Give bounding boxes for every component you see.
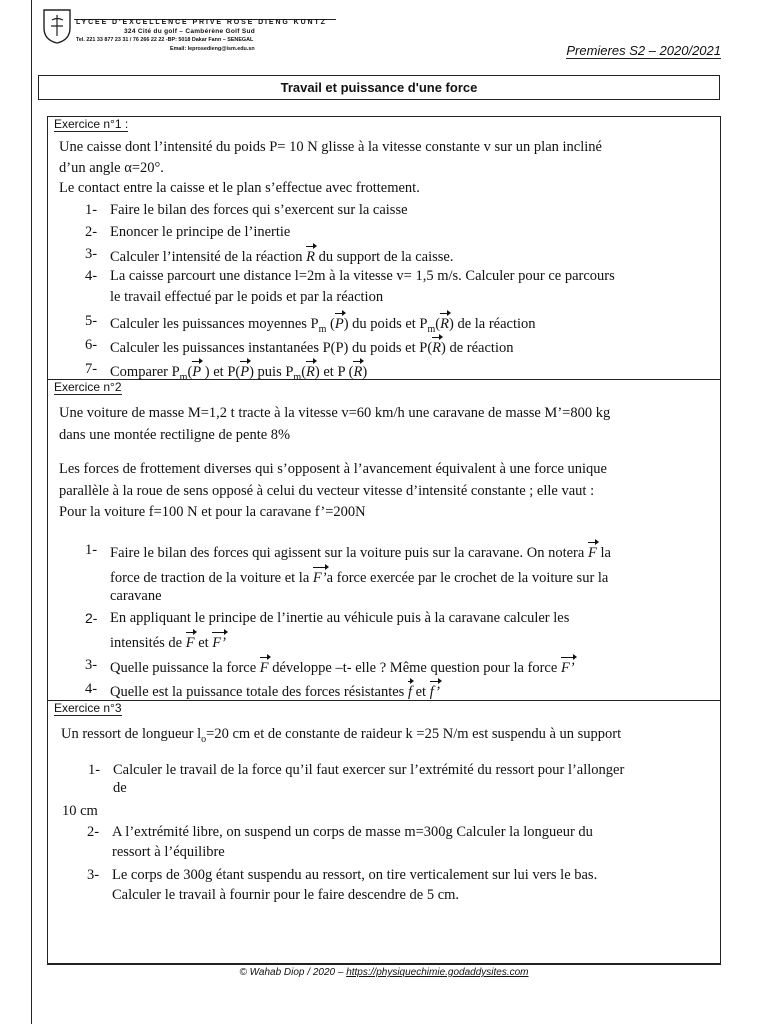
school-phone: Tel. 221 33 877 23 31 / 76 266 22 22 -BP: 5018 Dakar Fann – SENEGAL [76, 37, 254, 43]
ex1-q2: Enoncer le principe de l’inertie [110, 224, 291, 240]
left-margin-line [31, 0, 32, 1024]
page-title: Travail et puissance d'une force [38, 75, 720, 100]
exercise-2-box [47, 379, 721, 701]
ex1-q3-num: 3- [85, 246, 98, 262]
exercise-2-label: Exercice n°2 [54, 380, 122, 394]
footer-url-link[interactable]: https://physiquechimie.godaddysites.com [346, 967, 529, 978]
ex1-q1-num: 1- [85, 202, 98, 218]
school-address: 324 Cité du golf – Cambérène Golf Sud [124, 27, 256, 35]
ex1-q4-line-2: le travail effectué par le poids et par la réaction [110, 289, 384, 305]
ex2-q2-line-1: En appliquant le principe de l’inertie au véhicule puis à la caravane calculer les [110, 610, 570, 626]
exercise-1-label: Exercice n°1 : [54, 117, 129, 131]
ex1-q4-num: 4- [85, 268, 98, 284]
class-year: Premieres S2 – 2020/2021 [566, 43, 721, 58]
ex2-q1-line-3: caravane [110, 588, 162, 604]
ex2-q3-num: 3- [85, 657, 98, 673]
ex3-q2-line-1: A l’extrémité libre, on suspend un corps de masse m=300g Calculer la longueur du [112, 824, 593, 840]
ex2-line-5: Pour la voiture f=100 N et pour la caravane f’=200N [59, 504, 366, 520]
ex3-q1-num: 1- [88, 762, 101, 778]
ex3-q3-line-1: Le corps de 300g étant suspendu au ressort, on tire verticalement sur lui vers le bas. [112, 867, 598, 883]
ex2-q4: Quelle est la puissance totale des forces résistantes f et f’ [110, 680, 440, 701]
ex3-q3-num: 3- [87, 867, 100, 883]
ex1-line-3: Le contact entre la caisse et le plan s’effectue avec frottement. [59, 180, 420, 196]
school-name: LYCEE D'EXCELLENCE PRIVE ROSE DIENG KUNTZ [76, 19, 327, 26]
ex2-q4-num: 4- [85, 681, 98, 697]
ex2-q1-num: 1- [85, 542, 98, 558]
ex1-q6-num: 6- [85, 337, 98, 353]
ex2-q1-line-1: Faire le bilan des forces qui agissent sur la voiture puis sur la caravane. On notera F la [110, 541, 611, 562]
page-footer [0, 967, 768, 978]
ex2-q1-line-2: force de traction de la voiture et la F’a force exercée par le crochet de la voiture sur la [110, 566, 608, 587]
ex1-q3: Calculer l’intensité de la réaction R du support de la caisse. [110, 245, 453, 266]
ex1-q7-num: 7- [85, 361, 98, 377]
footer-author: © Wahab Diop / 2020 – [239, 967, 344, 978]
school-logo-icon [42, 8, 72, 44]
ex1-q5: Calculer les puissances moyennes $P_m$ (P) du poids et $P_m(R)$ de la réaction [110, 312, 536, 339]
ex1-q5-num: 5- [85, 313, 98, 329]
exercise-3-label: Exercice n°3 [54, 701, 122, 715]
ex2-line-4: parallèle à la roue de sens opposé à celui du vecteur vitesse d’intensité constante ; elle vaut : [59, 483, 595, 499]
exercise-3-content [47, 700, 721, 964]
ex3-q2-line-2: ressort à l’équilibre [112, 844, 225, 860]
ex1-q4-line-1: La caisse parcourt une distance l=2m à la vitesse v= 1,5 m/s. Calculer pour ce parcours [110, 268, 615, 284]
school-info [76, 19, 327, 53]
ex3-q1-line-1: Calculer le travail de la force qu’il faut exercer sur l’extrémité du ressort pour l’allonger [113, 762, 625, 778]
ex3-q3-line-2: Calculer le travail à fournir pour le faire descendre de 5 cm. [112, 887, 460, 903]
exercise-1-box [47, 116, 721, 383]
ex3-q1-line-3: 10 cm [62, 803, 98, 819]
ex3-q2-num: 2- [87, 824, 100, 840]
ex1-q7: Comparer $P_m(P$ ) et P(P) puis $P_m(R)$ et P (R) [110, 360, 367, 387]
school-email: Email: leprosedieng@ism.edu.sn [170, 45, 255, 52]
ex2-q3: Quelle puissance la force F développe –t- elle ? Même question pour la force F’ [110, 656, 575, 677]
ex1-q6: Calculer les puissances instantanées P(P) du poids et P(R) de réaction [110, 336, 514, 357]
ex2-line-1: Une voiture de masse M=1,2 t tracte à la vitesse v=60 km/h une caravane de masse M’=800 kg [59, 405, 611, 421]
ex2-q2-line-2: intensités de F et F’ [110, 631, 226, 652]
footer-rule [47, 964, 721, 965]
ex1-line-2: d’un angle α=20°. [59, 160, 164, 176]
ex2-line-3: Les forces de frottement diverses qui s’opposent à l’avancement équivalent à une force unique [59, 461, 607, 477]
ex1-q2-num: 2- [85, 224, 98, 240]
ex3-line-1: Un ressort de longueur $l_o=20$ cm et de constante de raideur k =25 N/m est suspendu à un support [61, 726, 622, 745]
ex3-q1-line-2: de [113, 780, 127, 796]
ex2-q2-num: 2- [85, 610, 98, 626]
ex1-line-1: Une caisse dont l’intensité du poids P= 10 N glisse à la vitesse constante v sur un plan incliné [59, 139, 602, 155]
ex1-q1: Faire le bilan des forces qui s’exercent sur la caisse [110, 202, 408, 218]
ex2-line-2: dans une montée rectiligne de pente 8% [59, 427, 291, 443]
